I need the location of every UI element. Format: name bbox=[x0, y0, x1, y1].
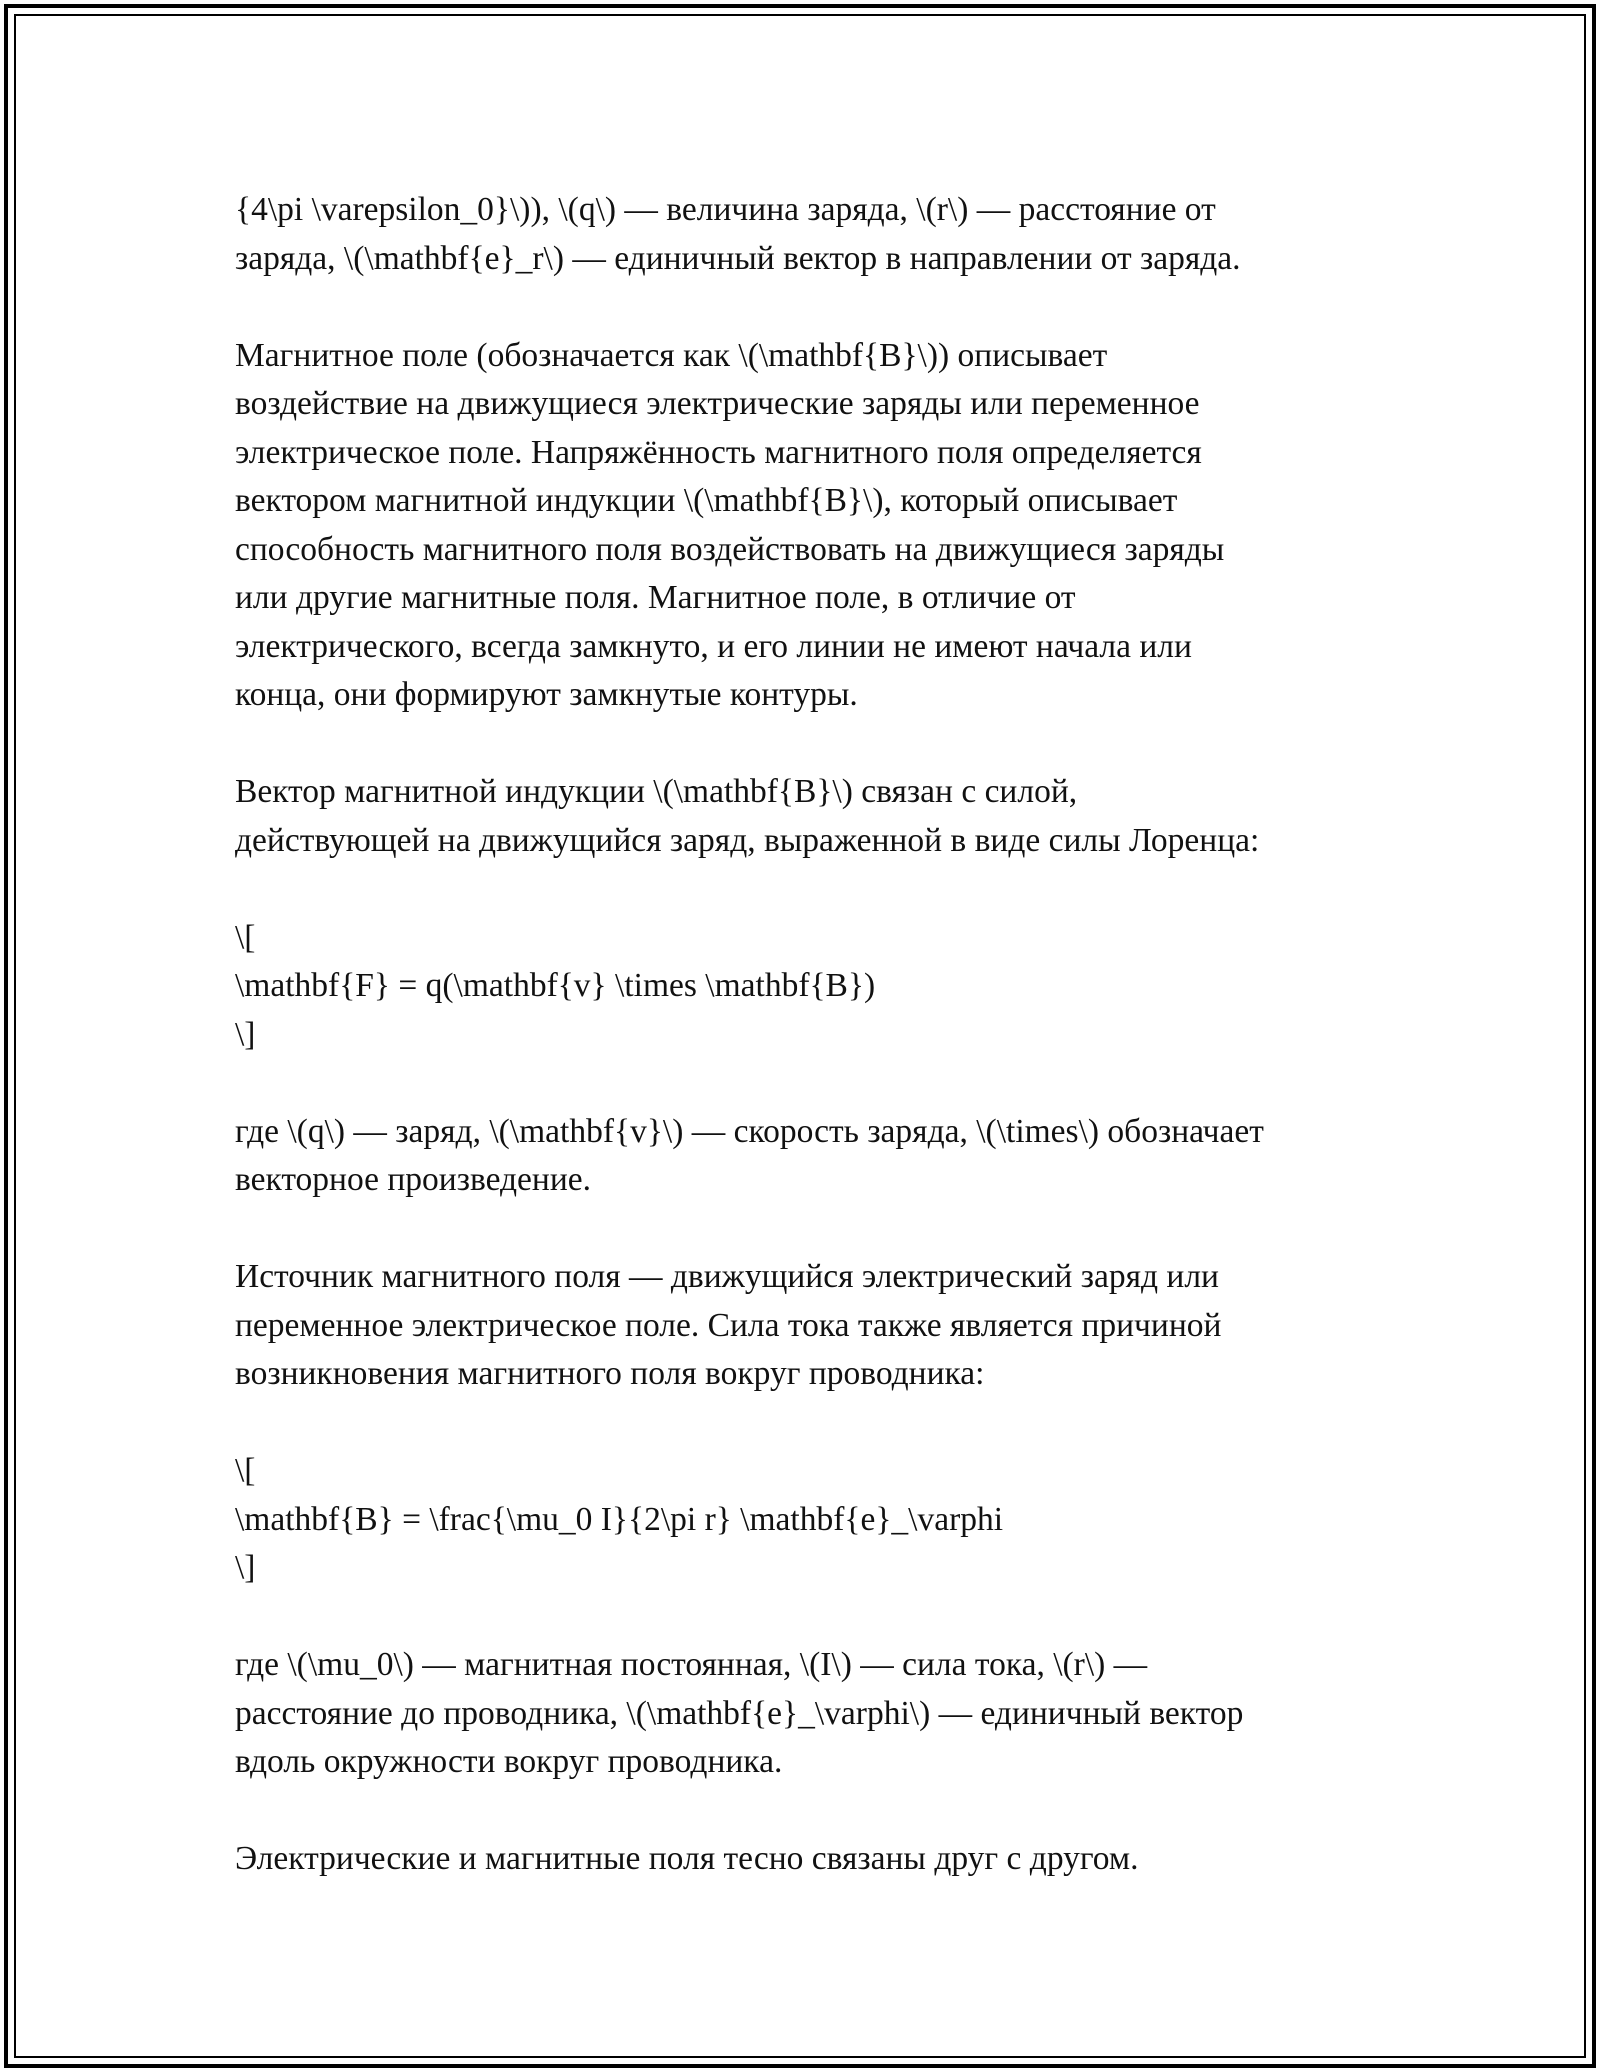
paragraph-coulomb-continuation: {4\pi \varepsilon_0}\)), \(q\) — величина заряда, \(r\) — расстояние от заряда, \(\mathbf{e}_r\) — единичный вектор в направлении от заряда. bbox=[235, 191, 1241, 277]
paragraph-magnetic-induction: Вектор магнитной индукции \(\mathbf{B}\) связан с силой, действующей на движущийся заряд, выраженной в виде силы Лоренца: bbox=[235, 773, 1260, 859]
formula-lorentz-force: \[ \mathbf{F} = q(\mathbf{v} \times \mathbf{B}) \] bbox=[235, 918, 876, 1053]
paragraph-wire-explanation: где \(\mu_0\) — магнитная постоянная, \(I\) — сила тока, \(r\) — расстояние до проводника, \(\mathbf{e}_\varphi\) — единичный вектор вдоль окружности вокруг проводника. bbox=[235, 1646, 1244, 1780]
paragraph-lorentz-explanation: где \(q\) — заряд, \(\mathbf{v}\) — скорость заряда, \(\times\) обозначает векторное произведение. bbox=[235, 1112, 1264, 1198]
document-body bbox=[235, 186, 1395, 1884]
paragraph-conclusion: Электрические и магнитные поля тесно связаны друг с другом. bbox=[235, 1840, 1139, 1877]
paragraph-field-source: Источник магнитного поля — движущийся электрический заряд или переменное электрическое поле. Сила тока также является причиной возникновения магнитного поля вокруг проводника: bbox=[235, 1258, 1222, 1392]
paragraph-magnetic-field-intro: Магнитное поле (обозначается как \(\mathbf{B}\)) описывает воздействие на движущиеся электрические заряды или переменное электрическое поле. Напряжённость магнитного поля определяется вектором магнитной индукции \(\mathbf{B}\), который описывает способность магнитного поля воздействовать на движущиеся заряды или другие магнитные поля. Магнитное поле, в отличие от электрического, всегда замкнуто, и его линии не имеют начала или конца, они формируют замкнутые контуры. bbox=[235, 336, 1225, 713]
formula-wire-field: \[ \mathbf{B} = \frac{\mu_0 I}{2\pi r} \mathbf{e}_\varphi \] bbox=[235, 1452, 1004, 1586]
